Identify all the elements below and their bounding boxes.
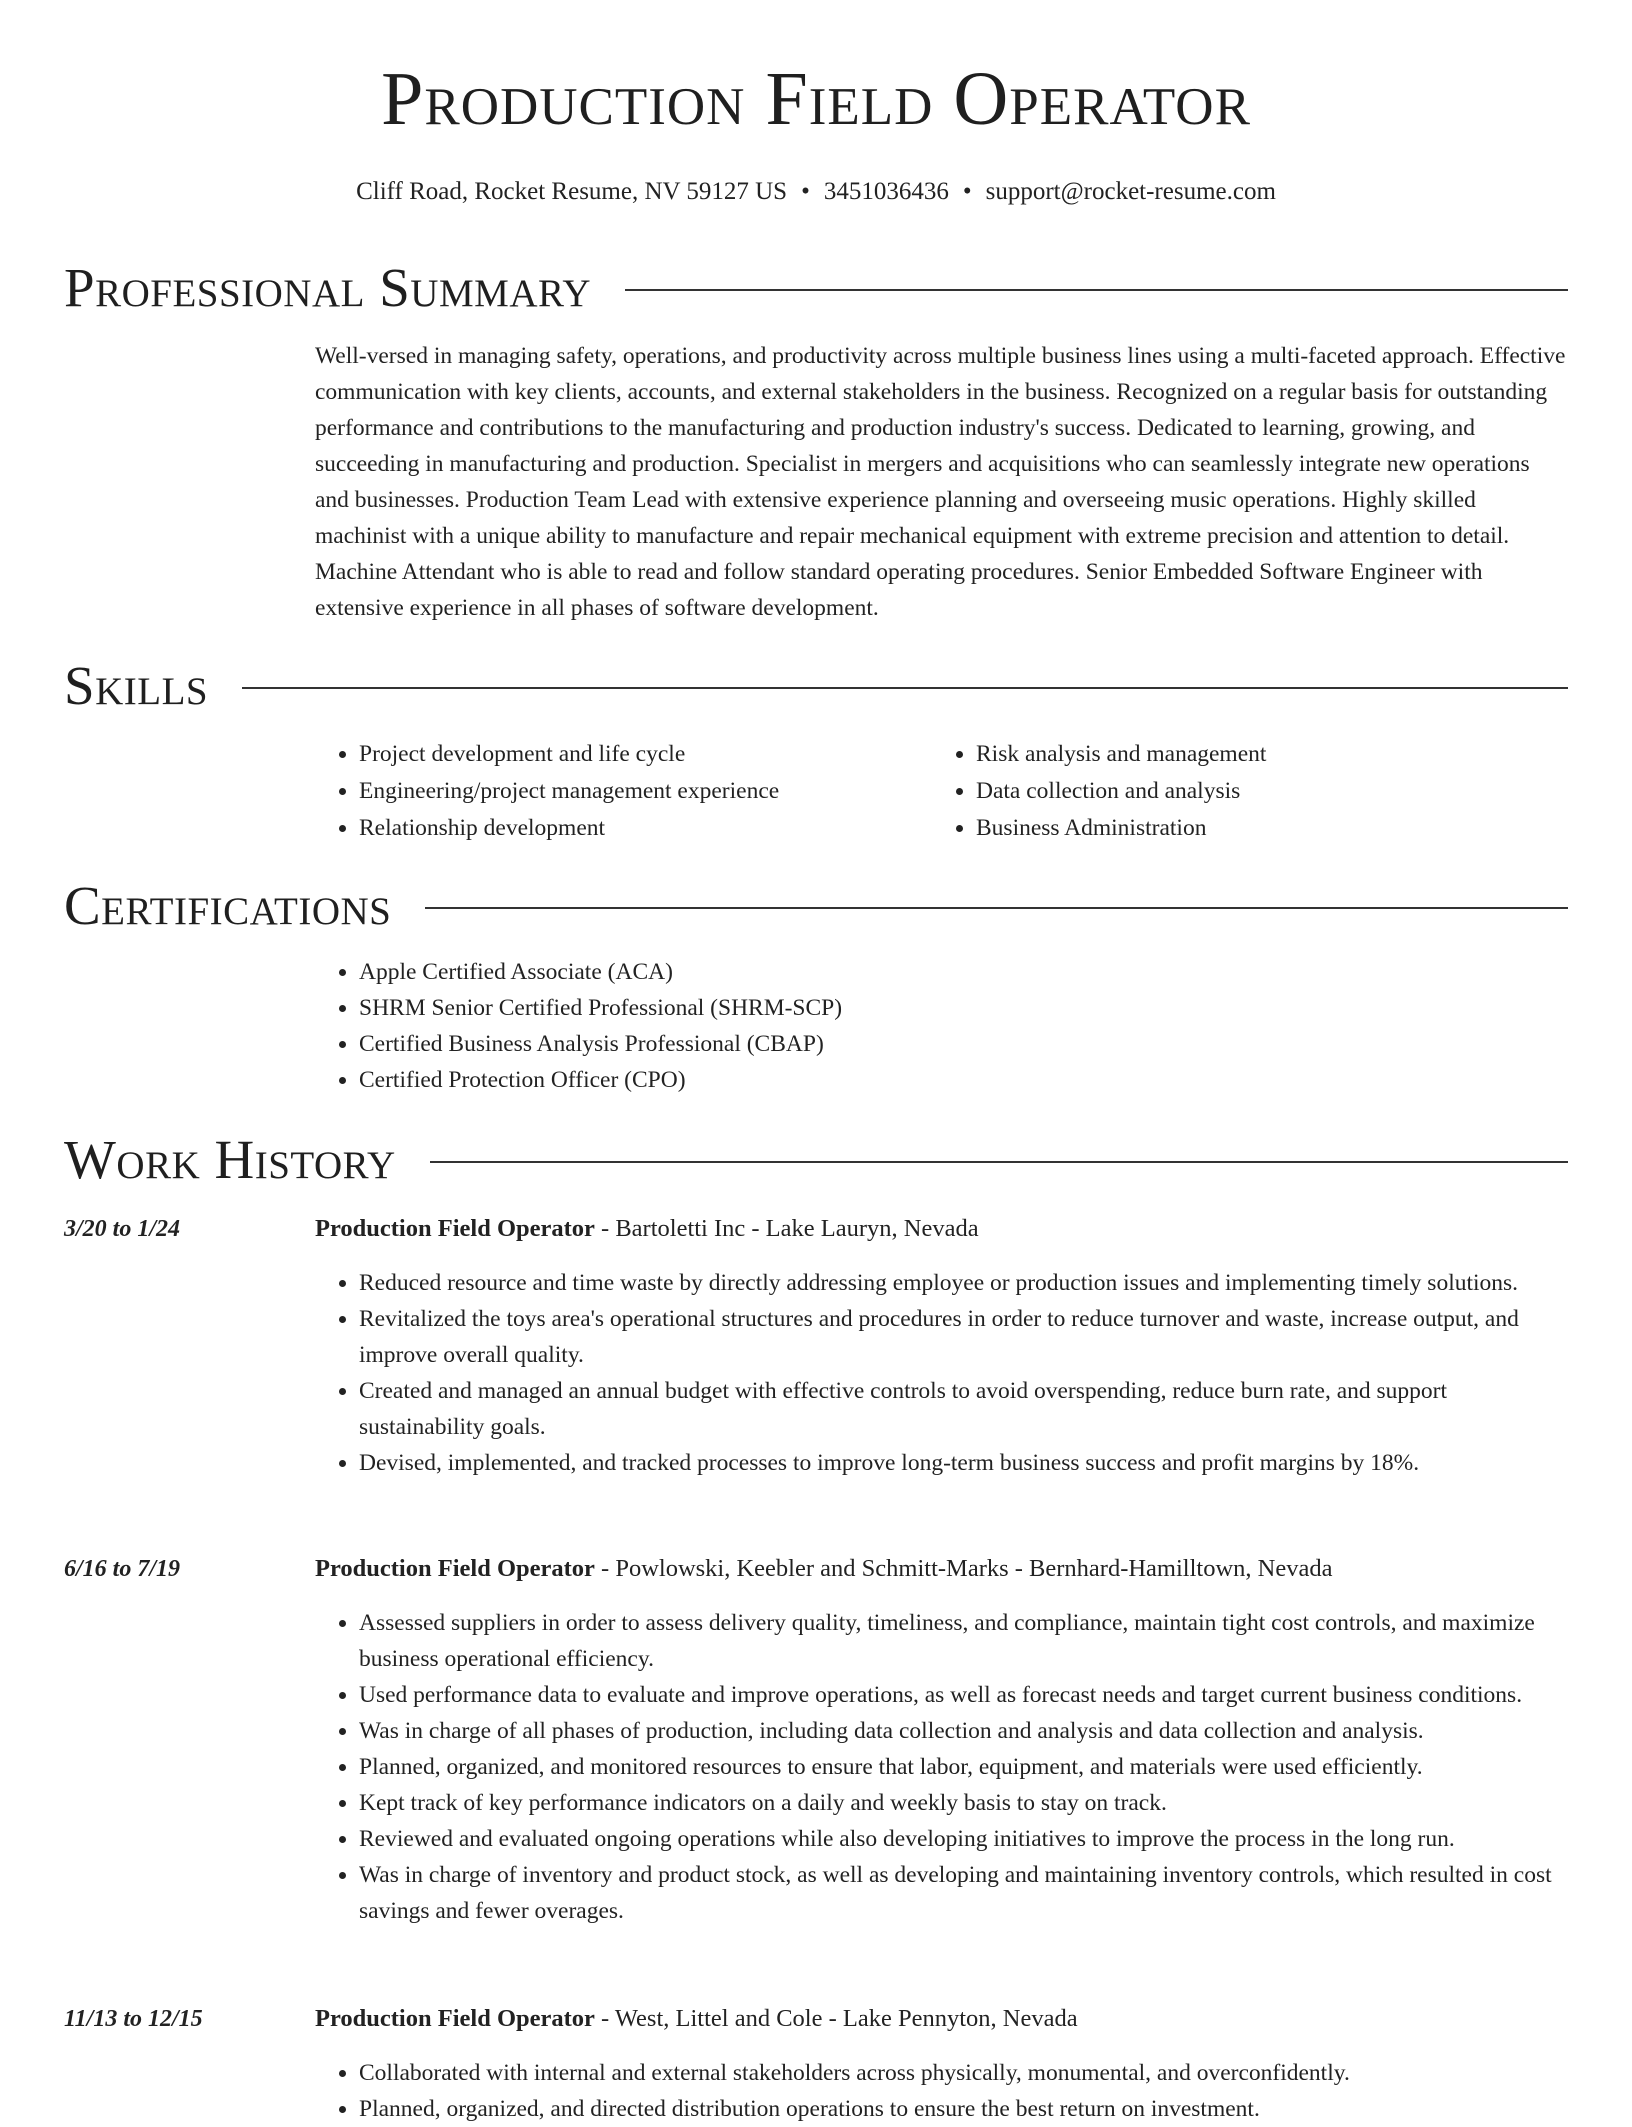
job-bullets [315, 1605, 1568, 1929]
contact-line [0, 176, 1632, 208]
skill-item: • Business Administration [976, 810, 1532, 847]
job-bullets [315, 2055, 1568, 2127]
address: Cliff Road, Rocket Resume, NV 59127 US [356, 178, 788, 205]
certification-item: • Certified Business Analysis Professional (CBAP) [359, 1026, 1568, 1062]
separator-dot: • [801, 178, 810, 205]
job-bullet: • Was in charge of inventory and product stock, as well as developing and maintaining inventory controls, which resulted in cost savings and fewer overages. [359, 1857, 1568, 1929]
job-heading [315, 1553, 1332, 1585]
separator-dot: • [962, 178, 972, 205]
certification-item: • Apple Certified Associate (ACA) [359, 954, 1568, 990]
section-divider [242, 687, 1568, 689]
skill-item: • Data collection and analysis [976, 773, 1532, 810]
job-bullet: • Assessed suppliers in order to assess delivery quality, timeliness, and compliance, maintain tight cost controls, and maximize business operational efficiency. [359, 1605, 1568, 1677]
job-bullet: • Reviewed and evaluated ongoing operations while also developing initiatives to improve the process in the long run. [359, 1821, 1568, 1857]
section-divider [430, 1161, 1568, 1163]
email-link[interactable]: support@rocket-resume.com [985, 178, 1276, 205]
job-bullet: • Planned, organized, and directed distribution operations to ensure the best return on investment. [359, 2091, 1568, 2127]
section-title: Certifications [64, 875, 392, 936]
job-bullet: • Reduced resource and time waste by directly addressing employee or production issues and implementing timely solutions. [359, 1265, 1568, 1301]
job-heading [315, 1213, 979, 1245]
section-title: Professional Summary [64, 257, 592, 318]
job-title: Production Field Operator [315, 1215, 595, 1242]
job-bullet: • Collaborated with internal and external stakeholders across physically, monumental, and overconfidently. [359, 2055, 1568, 2091]
job-bullet: • Kept track of key performance indicators on a daily and weekly basis to stay on track. [359, 1785, 1568, 1821]
job-bullet: • Used performance data to evaluate and improve operations, as well as forecast needs and target current business conditions. [359, 1677, 1568, 1713]
job-dates: 6/16 to 7/19 [64, 1556, 181, 1582]
job-bullet: • Planned, organized, and monitored resources to ensure that labor, equipment, and materials were used efficiently. [359, 1749, 1568, 1785]
section-divider [425, 907, 1568, 909]
job-bullet: • Created and managed an annual budget with effective controls to avoid overspending, reduce burn rate, and support sustainability goals. [359, 1373, 1568, 1445]
certifications-section-header [64, 876, 1568, 936]
job-heading [315, 2003, 1078, 2035]
job-employer: - Powlowski, Keebler and Schmitt-Marks - Bernhard-Hamilltown, Nevada [594, 1555, 1333, 1582]
skill-item: • Engineering/project management experience [359, 773, 915, 810]
skills-column-left [315, 736, 915, 847]
skills-section-header [64, 656, 1568, 716]
job-dates: 3/20 to 1/24 [64, 1216, 181, 1242]
job-bullet: • Devised, implemented, and tracked processes to improve long-term business success and profit margins by 18%. [359, 1445, 1568, 1481]
work-history-section-header [64, 1130, 1568, 1190]
candidate-name: Production Field Operator [381, 57, 1251, 141]
summary-text: Well-versed in managing safety, operations, and productivity across multiple business lines using a multi-faceted approach. Effective communication with key clients, accounts, and external stakeholders in the business. Recognized on a regular basis for outstanding performance and contributions to the manufacturing and production industry's success. Dedicated to learning, growing, and succeeding in manufacturing and production. Specialist in mergers and acquisitions who can seamlessly integrate new operations and businesses. Production Team Lead with extensive experience planning and overseeing music operations. Highly skilled machinist with a unique ability to manufacture and repair mechanical equipment with extreme precision and attention to detail. Machine Attendant who is able to read and follow standard operating procedures. Senior Embedded Software Engineer with extensive experience in all phases of software development. [315, 343, 1566, 621]
section-title: Work History [64, 1129, 396, 1190]
job-employer: - West, Littel and Cole - Lake Pennyton, Nevada [594, 2005, 1078, 2032]
job-title: Production Field Operator [315, 1555, 595, 1582]
job-bullet: • Was in charge of all phases of production, including data collection and analysis and data collection and analysis. [359, 1713, 1568, 1749]
job-dates: 11/13 to 12/15 [64, 2006, 203, 2032]
skills-column-right [932, 736, 1532, 847]
skill-item: • Risk analysis and management [976, 736, 1532, 773]
job-title: Production Field Operator [315, 2005, 595, 2032]
summary-section-header [64, 258, 1568, 318]
certification-item: • Certified Protection Officer (CPO) [359, 1062, 1568, 1098]
certifications-list [315, 954, 1568, 1098]
section-title: Skills [64, 655, 209, 716]
job-employer: - Bartoletti Inc - Lake Lauryn, Nevada [594, 1215, 979, 1242]
certification-item: • SHRM Senior Certified Professional (SHRM-SCP) [359, 990, 1568, 1026]
section-divider [625, 289, 1568, 291]
phone: 3451036436 [823, 178, 949, 205]
job-bullet: • Revitalized the toys area's operational structures and procedures in order to reduce turnover and waste, increase output, and improve overall quality. [359, 1301, 1568, 1373]
job-bullets [315, 1265, 1568, 1481]
skill-item: • Project development and life cycle [359, 736, 915, 773]
skill-item: • Relationship development [359, 810, 915, 847]
